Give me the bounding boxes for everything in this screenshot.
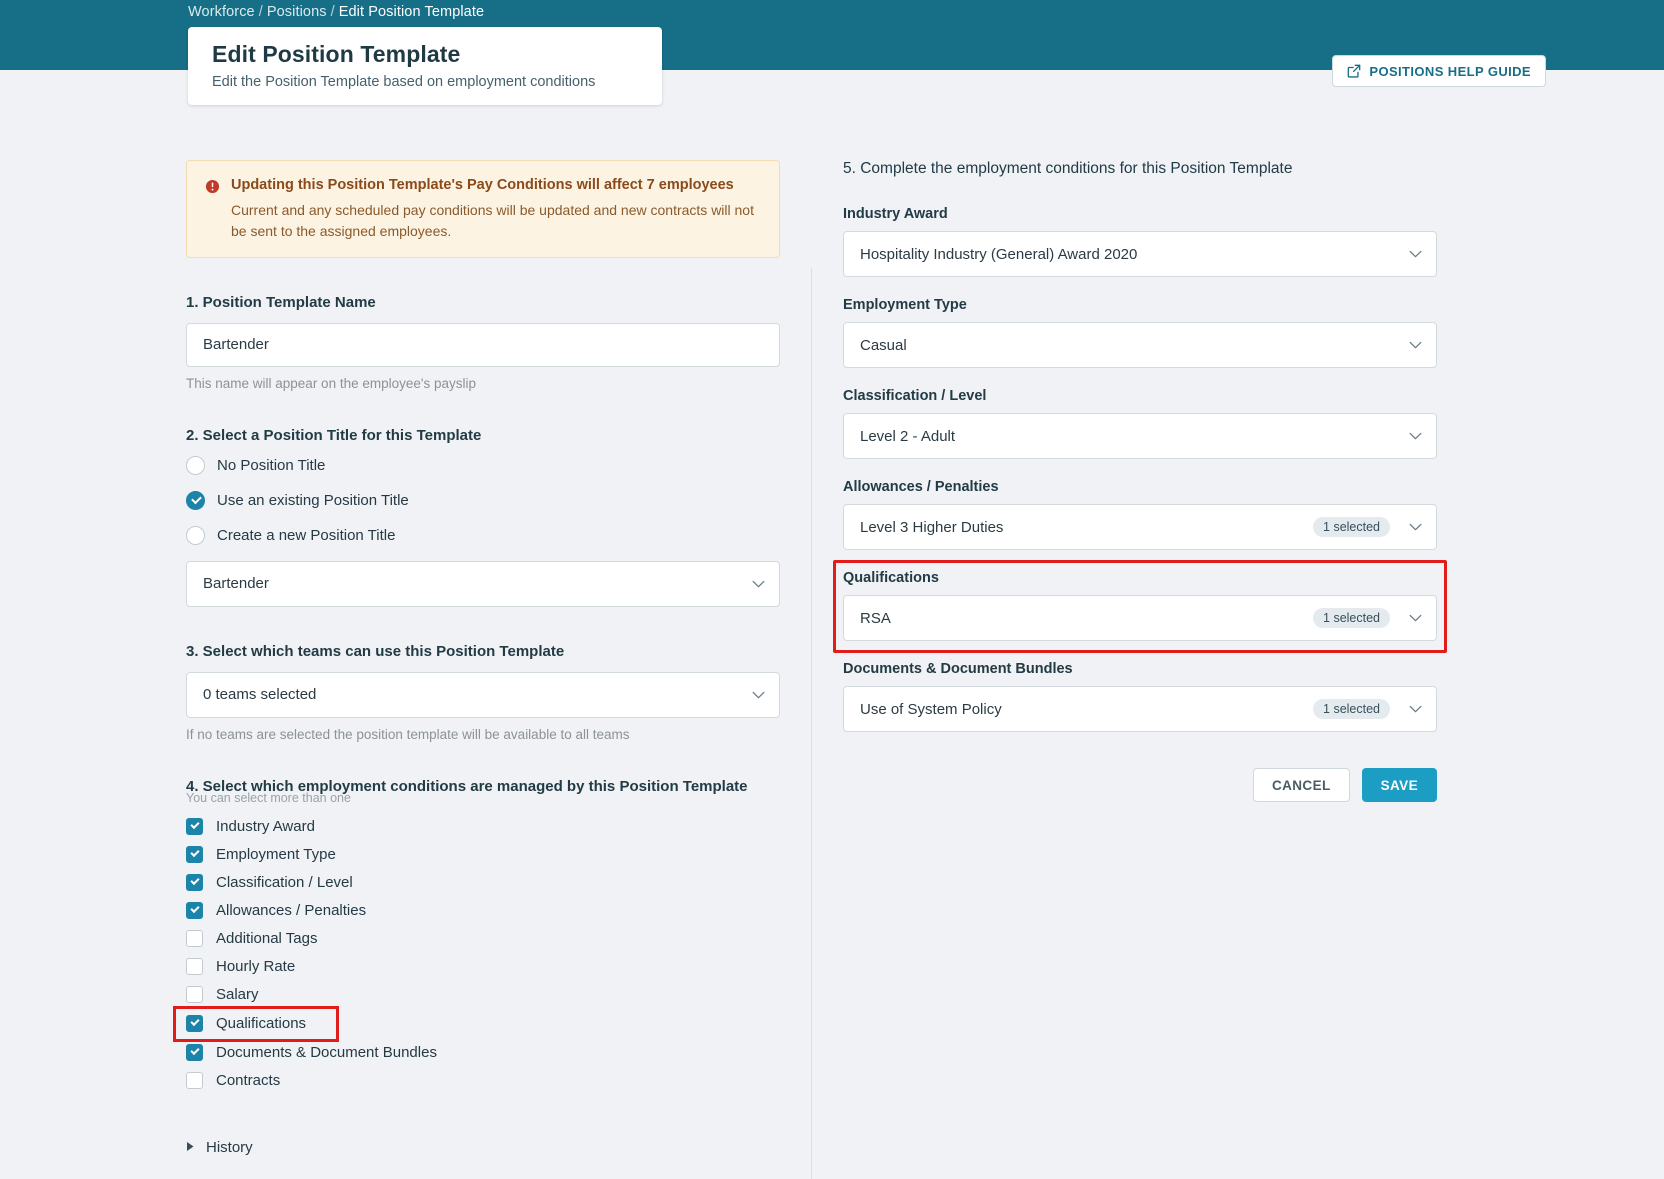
checkbox-icon — [186, 1044, 203, 1061]
save-button[interactable]: SAVE — [1362, 768, 1437, 802]
checkbox-label: Allowances / Penalties — [216, 902, 367, 920]
column-divider — [811, 268, 812, 1179]
radio-icon — [186, 526, 205, 545]
external-link-icon — [1347, 64, 1361, 78]
checkbox-icon — [186, 846, 203, 863]
selected-count-badge: 1 selected — [1313, 517, 1390, 537]
radio-label: No Position Title — [217, 456, 326, 474]
positions-help-guide-button[interactable] — [1332, 55, 1546, 87]
checkbox-label: Employment Type — [216, 846, 336, 864]
step4-label: 4. Select which employment conditions are managed by this Position Template — [186, 777, 748, 795]
breadcrumb — [188, 4, 484, 20]
allowances-penalties-value: Level 3 Higher Duties — [860, 518, 1004, 536]
history-label: History — [206, 1139, 253, 1157]
page-subtitle: Edit the Position Template based on employment conditions — [212, 74, 596, 90]
field-label: Industry Award — [843, 206, 948, 222]
qualifications-select[interactable] — [843, 595, 1437, 641]
breadcrumb-item-positions[interactable]: Positions — [266, 4, 327, 20]
radio-no-position-title[interactable] — [186, 456, 786, 475]
step4-sublabel: You can select more than one — [186, 790, 351, 805]
field-classification-level — [843, 388, 1443, 459]
field-employment-type — [843, 297, 1443, 368]
breadcrumb-separator: / — [330, 4, 335, 20]
position-title-select[interactable] — [186, 561, 780, 607]
step5-label: 5. Complete the employment conditions for this Position Template — [843, 160, 1293, 177]
radio-icon — [186, 456, 205, 475]
checkbox-icon — [186, 1072, 203, 1089]
checkbox-industry-award[interactable] — [186, 813, 786, 841]
breadcrumb-item-current: Edit Position Template — [338, 4, 485, 20]
checkbox-hourly-rate[interactable] — [186, 953, 786, 981]
radio-use-existing-position-title[interactable] — [186, 491, 786, 510]
page-header — [0, 0, 1664, 90]
checkbox-classification-level[interactable] — [186, 869, 786, 897]
checkbox-label: Classification / Level — [216, 874, 353, 892]
checkbox-label: Salary — [216, 986, 259, 1004]
position-template-name-hint: This name will appear on the employee's payslip — [186, 375, 476, 391]
teams-hint: If no teams are selected the position template will be available to all teams — [186, 726, 630, 742]
teams-select[interactable] — [186, 672, 780, 718]
field-label: Employment Type — [843, 297, 967, 313]
radio-label: Use an existing Position Title — [217, 491, 409, 509]
checkbox-employment-type[interactable] — [186, 841, 786, 869]
step2-label: 2. Select a Position Title for this Template — [186, 426, 482, 444]
page-title-card — [188, 27, 662, 105]
chevron-down-icon — [1409, 337, 1422, 354]
form-actions — [843, 768, 1437, 802]
checkbox-icon — [186, 818, 203, 835]
step3-label: 3. Select which teams can use this Position Template — [186, 642, 565, 660]
radio-checked-icon — [186, 491, 205, 510]
checkbox-allowances-penalties[interactable] — [186, 897, 786, 925]
left-column — [186, 160, 786, 1157]
chevron-down-icon — [752, 686, 765, 703]
field-allowances-penalties — [843, 479, 1443, 550]
field-label: Classification / Level — [843, 388, 987, 404]
checkbox-label: Additional Tags — [216, 930, 318, 948]
cancel-button[interactable]: CANCEL — [1253, 768, 1350, 802]
position-title-value: Bartender — [203, 575, 269, 593]
field-label: Documents & Document Bundles — [843, 661, 1073, 677]
field-industry-award — [843, 206, 1443, 277]
warning-icon — [205, 179, 220, 194]
chevron-down-icon — [1409, 701, 1422, 718]
checkbox-label: Hourly Rate — [216, 958, 296, 976]
position-template-name-input[interactable]: Bartender — [186, 323, 780, 367]
chevron-down-icon — [1409, 428, 1422, 445]
checkbox-label: Industry Award — [216, 818, 315, 836]
field-label: Allowances / Penalties — [843, 479, 999, 495]
warning-body: Current and any scheduled pay conditions will be updated and new contracts will not be sent to the assigned employees. — [231, 202, 754, 239]
radio-create-new-position-title[interactable] — [186, 526, 786, 545]
pay-conditions-warning — [186, 160, 780, 258]
checkbox-icon — [186, 1015, 203, 1032]
checkbox-additional-tags[interactable] — [186, 925, 786, 953]
selected-count-badge: 1 selected — [1313, 699, 1390, 719]
documents-bundles-select[interactable] — [843, 686, 1437, 732]
checkbox-contracts[interactable] — [186, 1067, 786, 1095]
industry-award-value: Hospitality Industry (General) Award 2020 — [860, 245, 1138, 263]
page-title: Edit Position Template — [212, 41, 461, 67]
allowances-penalties-select[interactable] — [843, 504, 1437, 550]
checkbox-icon — [186, 958, 203, 975]
checkbox-salary[interactable] — [186, 981, 786, 1009]
history-disclosure[interactable] — [186, 1139, 786, 1157]
right-column — [843, 160, 1443, 802]
chevron-down-icon — [1409, 246, 1422, 263]
checkbox-icon — [186, 986, 203, 1003]
checkbox-label: Qualifications — [216, 1015, 307, 1033]
checkbox-icon — [186, 902, 203, 919]
checkbox-qualifications[interactable] — [176, 1009, 336, 1039]
employment-conditions-checklist — [186, 813, 786, 1095]
warning-title: Updating this Position Template's Pay Conditions will affect 7 employees — [231, 177, 734, 193]
field-documents-document-bundles — [843, 661, 1443, 732]
breadcrumb-separator: / — [258, 4, 263, 20]
checkbox-label: Documents & Document Bundles — [216, 1044, 437, 1062]
employment-type-select[interactable] — [843, 322, 1437, 368]
radio-label: Create a new Position Title — [217, 526, 396, 544]
checkbox-icon — [186, 930, 203, 947]
chevron-down-icon — [1409, 519, 1422, 536]
industry-award-select[interactable] — [843, 231, 1437, 277]
chevron-down-icon — [1409, 610, 1422, 627]
chevron-down-icon — [752, 575, 765, 592]
selected-count-badge: 1 selected — [1313, 608, 1390, 628]
checkbox-icon — [186, 874, 203, 891]
triangle-right-icon — [186, 1139, 195, 1157]
employment-type-value: Casual — [860, 336, 907, 354]
classification-level-select[interactable] — [843, 413, 1437, 459]
checkbox-label: Contracts — [216, 1072, 281, 1090]
step1-label: 1. Position Template Name — [186, 293, 376, 311]
positions-help-guide-label: POSITIONS HELP GUIDE — [1369, 63, 1531, 79]
field-qualifications — [843, 570, 1443, 641]
field-label: Qualifications — [843, 570, 939, 586]
documents-bundles-value: Use of System Policy — [860, 700, 1002, 718]
qualifications-value: RSA — [860, 609, 891, 627]
breadcrumb-item-workforce[interactable]: Workforce — [188, 4, 255, 20]
checkbox-documents-document-bundles[interactable] — [186, 1039, 786, 1067]
classification-level-value: Level 2 - Adult — [860, 427, 956, 445]
teams-selected-value: 0 teams selected — [203, 686, 317, 704]
